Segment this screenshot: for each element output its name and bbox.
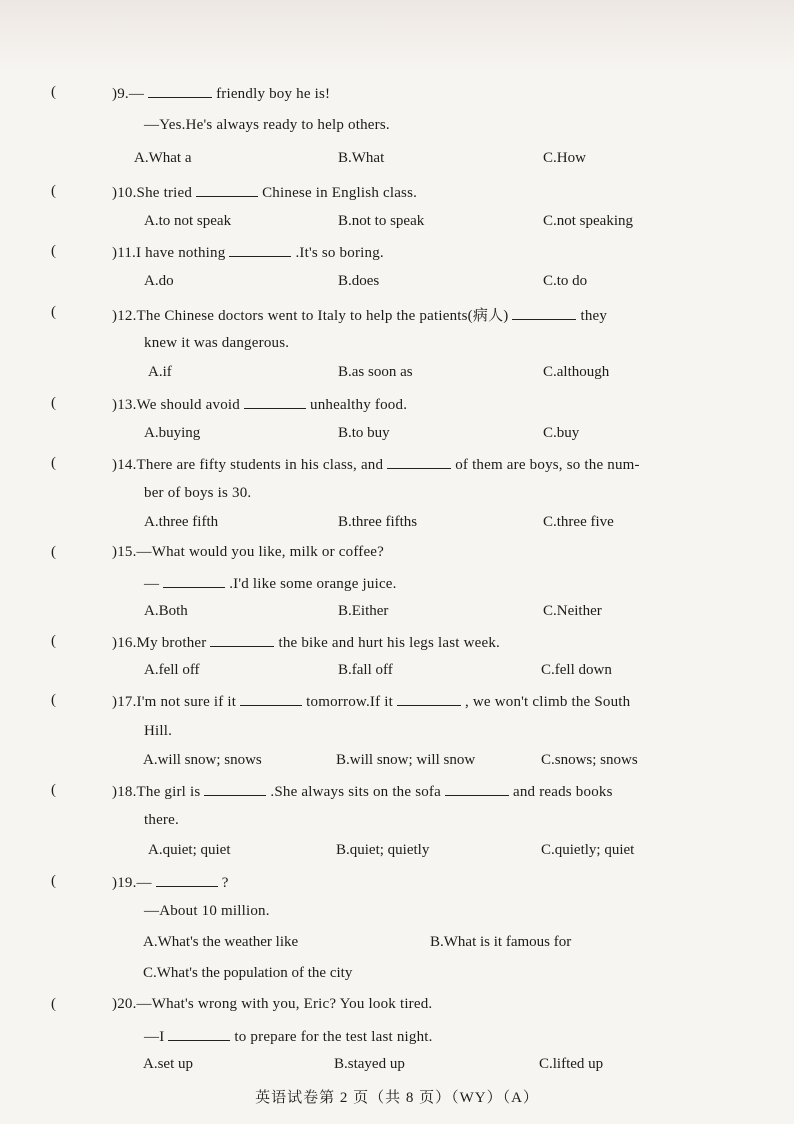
answer-paren[interactable]: (	[51, 183, 56, 199]
question-number: )9.	[112, 86, 129, 102]
question-text: I'm not sure if it	[136, 694, 237, 710]
question-text-line	[144, 117, 390, 134]
option-c[interactable]: C.lifted up	[539, 1056, 604, 1072]
question-text-line	[144, 574, 397, 593]
question-text: She tried	[136, 185, 193, 201]
question-text-line	[112, 782, 613, 801]
option-a[interactable]: A.buying	[144, 425, 201, 441]
answer-blank[interactable]	[196, 183, 258, 197]
option-b[interactable]: B.will snow; will snow	[336, 752, 476, 768]
question-text: —What would you like, milk or coffee?	[136, 544, 385, 560]
question-text-line	[112, 395, 407, 414]
question-text-line	[144, 723, 172, 740]
answer-blank[interactable]	[204, 782, 266, 796]
answer-paren[interactable]: (	[51, 84, 56, 100]
question-text: —	[136, 875, 152, 891]
question-text: friendly boy he is!	[216, 86, 331, 102]
option-b[interactable]: B.What is it famous for	[430, 934, 572, 950]
option-a[interactable]: A.if	[148, 364, 172, 380]
question-text: The Chinese doctors went to Italy to help the patients(病人)	[136, 308, 509, 324]
question-text-line	[112, 183, 417, 202]
question-text: to prepare for the test last night.	[234, 1029, 433, 1045]
question-text: We should avoid	[136, 397, 240, 413]
question-text-line	[144, 1027, 433, 1046]
option-c[interactable]: C.not speaking	[543, 213, 633, 229]
answer-paren[interactable]: (	[51, 633, 56, 649]
option-a[interactable]: A.to not speak	[144, 213, 232, 229]
question-number: )19.	[112, 875, 137, 891]
question-text: —About 10 million.	[144, 903, 270, 919]
answer-paren[interactable]: (	[51, 692, 56, 708]
question-number: )15.	[112, 544, 137, 560]
answer-paren[interactable]: (	[51, 395, 56, 411]
question-text: —	[128, 86, 145, 102]
question-text-line	[144, 335, 289, 352]
question-text: ber of boys is 30.	[144, 485, 252, 501]
question-text: I have nothing	[136, 245, 226, 261]
answer-paren[interactable]: (	[51, 544, 56, 560]
question-text: tomorrow.If it	[306, 694, 393, 710]
answer-blank[interactable]	[210, 633, 274, 647]
option-b[interactable]: B.fall off	[338, 662, 393, 678]
question-text: —Yes.He's always ready to help others.	[144, 117, 390, 133]
question-text-line	[144, 485, 251, 502]
question-text-line	[144, 812, 179, 829]
option-a[interactable]: A.do	[144, 273, 174, 289]
answer-blank[interactable]	[156, 873, 218, 887]
answer-blank[interactable]	[229, 243, 291, 257]
question-text: The girl is	[136, 784, 201, 800]
question-text-line	[112, 544, 384, 561]
answer-blank[interactable]	[168, 1027, 230, 1041]
answer-paren[interactable]: (	[51, 304, 56, 320]
answer-blank[interactable]	[240, 692, 302, 706]
option-c[interactable]: C.Neither	[543, 603, 602, 619]
question-text: —	[144, 576, 160, 592]
question-text-line	[112, 996, 432, 1013]
option-c[interactable]: C.snows; snows	[541, 752, 638, 768]
question-number: )20.	[112, 996, 137, 1012]
question-text: knew it was dangerous.	[144, 335, 290, 351]
option-a[interactable]: A.What a	[134, 150, 192, 166]
option-a[interactable]: A.set up	[143, 1056, 193, 1072]
option-b[interactable]: B.to buy	[338, 425, 390, 441]
answer-paren[interactable]: (	[51, 873, 56, 889]
option-b[interactable]: B.three fifths	[338, 514, 418, 530]
question-text: they	[580, 308, 608, 324]
question-number: )17.	[112, 694, 137, 710]
question-text-line	[112, 243, 384, 262]
question-text: and reads books	[512, 784, 613, 800]
question-text: Chinese in English class.	[262, 185, 418, 201]
question-text-line	[112, 304, 607, 325]
answer-blank[interactable]	[512, 306, 576, 320]
question-text: there.	[144, 812, 179, 828]
question-number: )11.	[112, 245, 136, 261]
question-text: the bike and hurt his legs last week.	[278, 635, 500, 651]
option-c[interactable]: C.although	[543, 364, 610, 380]
answer-blank[interactable]	[244, 395, 306, 409]
option-a[interactable]: A.fell off	[144, 662, 200, 678]
page-footer: 英语试卷第 2 页（共 8 页）（WY）（A）	[255, 1090, 539, 1106]
question-text: of them are boys, so the num-	[455, 457, 640, 473]
option-a[interactable]: A.quiet; quiet	[148, 842, 231, 858]
question-text: Hill.	[144, 723, 173, 739]
question-text: .It's so boring.	[295, 245, 384, 261]
question-text-line	[144, 903, 270, 920]
answer-paren[interactable]: (	[51, 243, 56, 259]
option-b[interactable]: B.does	[338, 273, 380, 289]
option-b[interactable]: B.stayed up	[334, 1056, 405, 1072]
question-number: )10.	[112, 185, 137, 201]
answer-blank[interactable]	[163, 574, 225, 588]
question-text: —I	[144, 1029, 165, 1045]
question-text: .I'd like some orange juice.	[229, 576, 397, 592]
question-number: )13.	[112, 397, 137, 413]
answer-blank[interactable]	[148, 84, 212, 98]
answer-paren[interactable]: (	[51, 782, 56, 798]
answer-blank[interactable]	[387, 455, 451, 469]
question-text-line	[112, 692, 630, 711]
option-c[interactable]: C.to do	[543, 273, 588, 289]
option-a[interactable]: A.three fifth	[144, 514, 219, 530]
question-text: There are fifty students in his class, and	[136, 457, 384, 473]
option-c[interactable]: C.quietly; quiet	[541, 842, 635, 858]
option-b[interactable]: B.not to speak	[338, 213, 425, 229]
answer-paren[interactable]: (	[51, 455, 56, 471]
answer-paren[interactable]: (	[51, 996, 56, 1012]
option-c[interactable]: C.fell down	[541, 662, 612, 678]
question-number: )16.	[112, 635, 137, 651]
option-c[interactable]: C.How	[543, 150, 586, 166]
question-text-line	[112, 84, 330, 103]
question-text: —What's wrong with you, Eric? You look tired.	[136, 996, 433, 1012]
question-number: )12.	[112, 308, 137, 324]
question-text: ?	[221, 875, 229, 891]
option-c[interactable]: C.three five	[543, 514, 614, 530]
question-text-line	[112, 633, 500, 652]
question-text-line	[112, 455, 640, 474]
question-text: unhealthy food.	[310, 397, 408, 413]
question-text: My brother	[136, 635, 207, 651]
option-a[interactable]: A.will snow; snows	[143, 752, 262, 768]
option-a[interactable]: A.What's the weather like	[143, 934, 299, 950]
option-c[interactable]: C.buy	[543, 425, 580, 441]
question-number: )14.	[112, 457, 137, 473]
option-a[interactable]: A.Both	[144, 603, 188, 619]
answer-blank[interactable]	[445, 782, 509, 796]
question-text: , we won't climb the South	[464, 694, 631, 710]
question-text: .She always sits on the sofa	[270, 784, 441, 800]
option-c[interactable]: C.What's the population of the city	[143, 965, 353, 981]
option-b[interactable]: B.What	[338, 150, 385, 166]
option-b[interactable]: B.as soon as	[338, 364, 413, 380]
option-b[interactable]: B.quiet; quietly	[336, 842, 430, 858]
question-number: )18.	[112, 784, 137, 800]
answer-blank[interactable]	[397, 692, 461, 706]
option-b[interactable]: B.Either	[338, 603, 389, 619]
question-text-line	[112, 873, 229, 892]
